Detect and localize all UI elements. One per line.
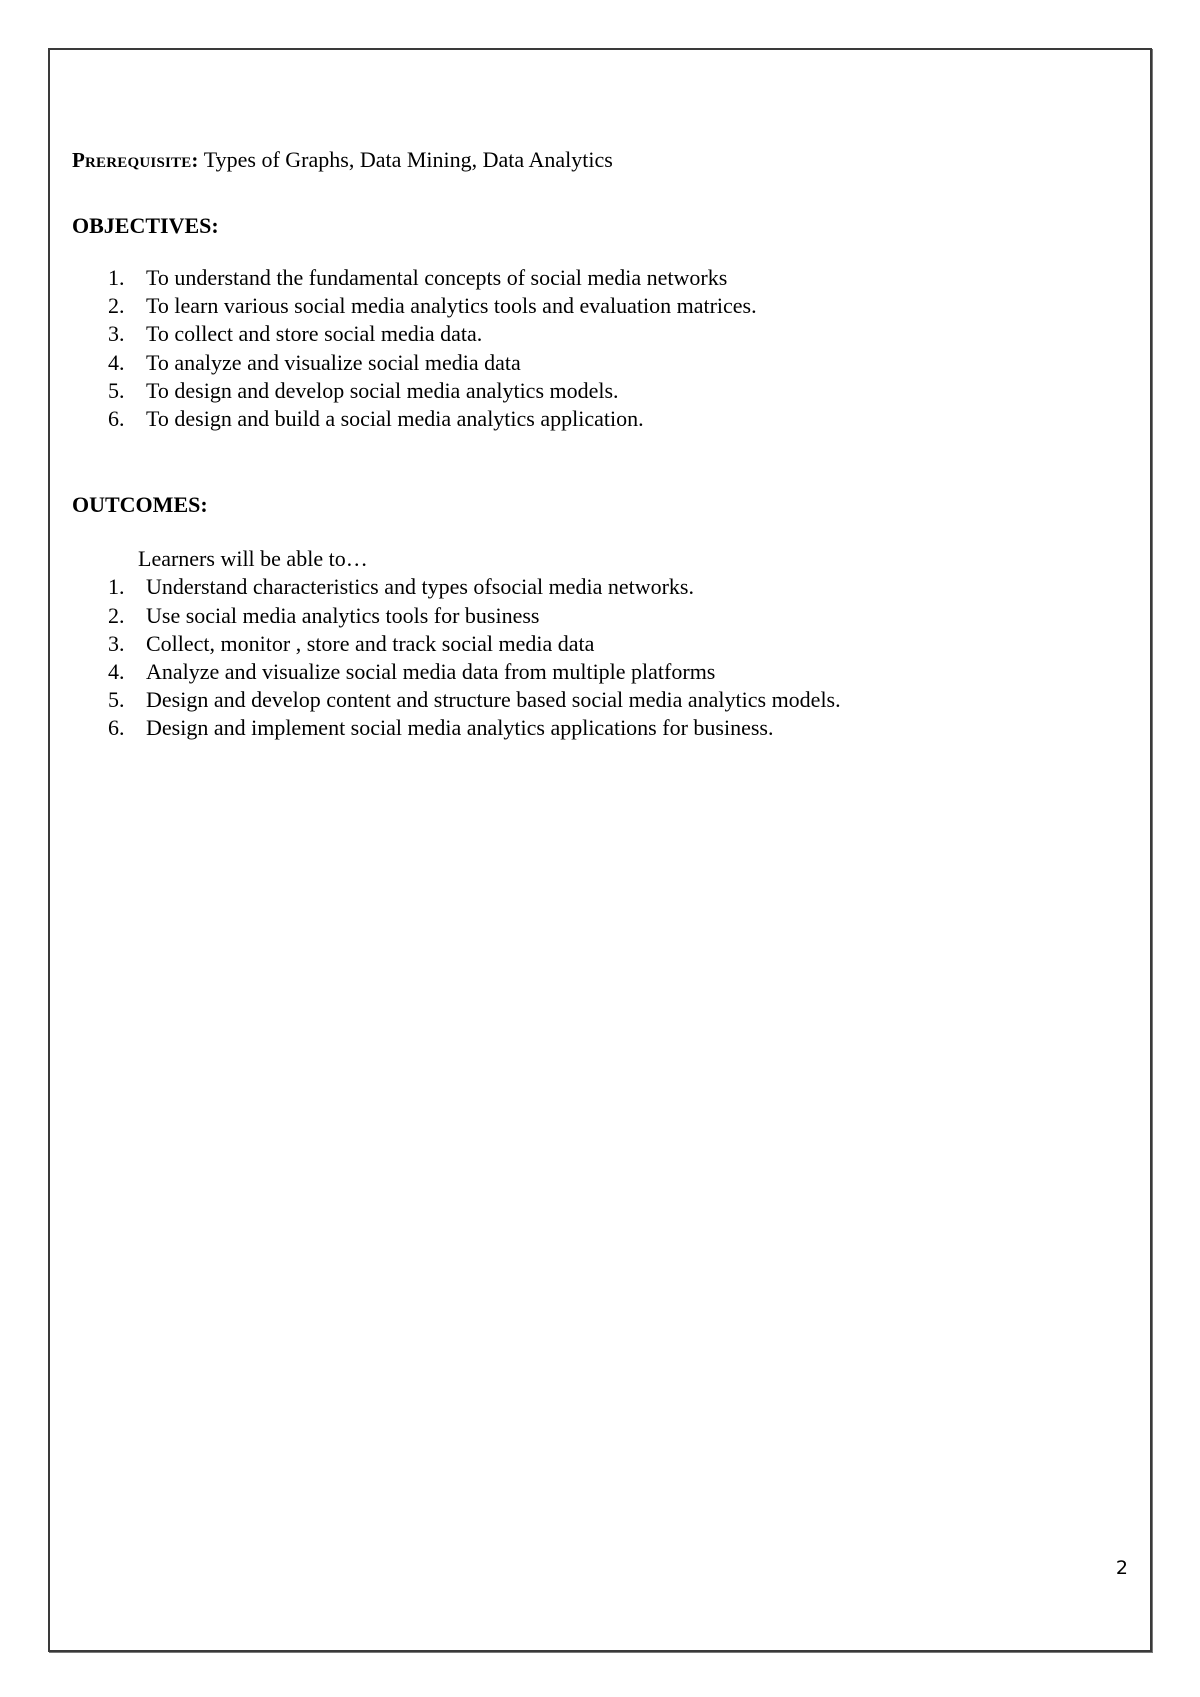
outcome-number: 1.	[108, 574, 125, 600]
outcome-item	[72, 602, 1122, 630]
outcome-number: 6.	[108, 715, 125, 741]
objective-item	[72, 264, 1122, 292]
objective-item	[72, 377, 1122, 405]
objective-item	[72, 405, 1122, 433]
outcomes-list	[72, 573, 1122, 742]
objective-number: 2.	[108, 293, 125, 319]
objective-text: To design and build a social media analytics application.	[146, 406, 644, 432]
outcome-number: 3.	[108, 630, 125, 656]
outcome-number: 5.	[108, 687, 125, 713]
objective-text: To design and develop social media analytics models.	[146, 377, 619, 403]
prerequisite-label: Prerequisite:	[72, 148, 199, 172]
objective-item	[72, 349, 1122, 377]
objectives-list	[72, 264, 1122, 433]
objective-item	[72, 320, 1122, 348]
objective-number: 3.	[108, 321, 125, 347]
objective-number: 1.	[108, 265, 125, 290]
objective-text: To analyze and visualize social media data	[146, 349, 521, 375]
objective-text: To understand the fundamental concepts of social media networks	[146, 265, 728, 290]
outcomes-heading: OUTCOMES:	[72, 492, 208, 518]
outcome-item	[72, 714, 1122, 742]
prerequisite-text: Types of Graphs, Data Mining, Data Analytics	[203, 147, 613, 172]
outcome-number: 2.	[108, 602, 125, 628]
outcomes-intro: Learners will be able to…	[138, 546, 368, 572]
outcome-item	[72, 573, 1122, 601]
objective-text: To collect and store social media data.	[146, 321, 483, 347]
objective-item	[72, 292, 1122, 320]
outcome-item	[72, 658, 1122, 686]
objective-text: To learn various social media analytics tools and evaluation matrices.	[146, 293, 757, 319]
outcome-item	[72, 686, 1122, 714]
outcome-text: Use social media analytics tools for business	[146, 602, 540, 628]
page-content	[72, 144, 1122, 743]
outcome-text: Analyze and visualize social media data from multiple platforms	[146, 659, 716, 685]
objective-number: 4.	[108, 349, 125, 375]
objective-number: 6.	[108, 406, 125, 432]
outcome-text: Understand characteristics and types ofsocial media networks.	[146, 574, 694, 600]
objectives-heading: OBJECTIVES:	[72, 213, 219, 238]
outcome-number: 4.	[108, 659, 125, 685]
outcome-text: Design and develop content and structure based social media analytics models.	[146, 687, 841, 713]
outcome-item	[72, 630, 1122, 658]
page-number: 2	[1115, 1557, 1128, 1579]
outcome-text: Collect, monitor , store and track social media data	[146, 630, 595, 656]
outcome-text: Design and implement social media analytics applications for business.	[146, 715, 774, 741]
objective-number: 5.	[108, 377, 125, 403]
prerequisite-line	[72, 144, 1122, 176]
